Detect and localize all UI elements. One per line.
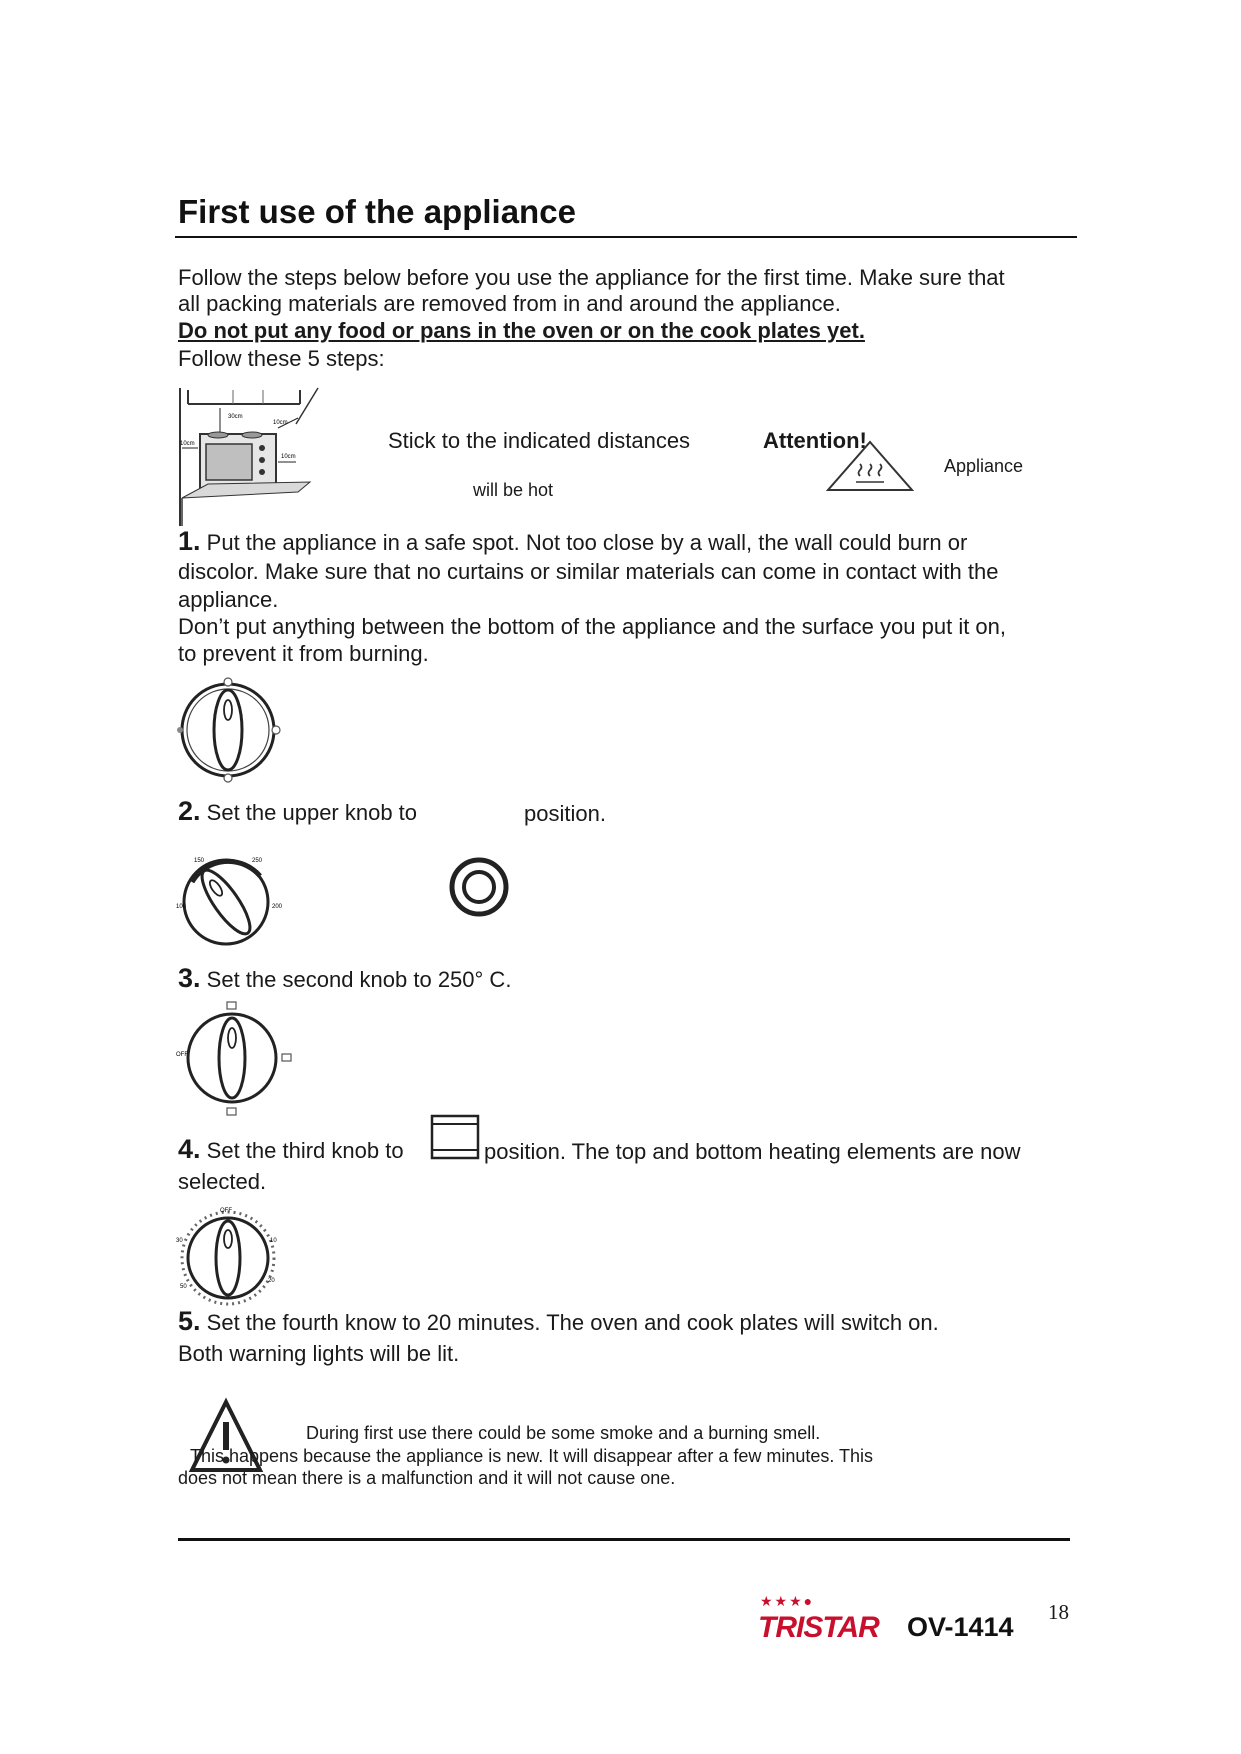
distance-left-label: 10cm — [180, 441, 195, 447]
title-divider — [175, 236, 1077, 238]
step-1-line-4: Don’t put anything between the bottom of the appliance and the surface you put it on, — [178, 614, 1007, 639]
step-3-number: 3. — [178, 963, 201, 993]
top-bottom-heating-icon — [430, 1114, 482, 1162]
footer-divider — [178, 1538, 1070, 1541]
step-2-number: 2. — [178, 796, 201, 826]
distance-right-label: 10cm — [281, 454, 296, 460]
step-5-text: Set the fourth know to 20 minutes. The oven and cook plates will switch on. — [206, 1310, 939, 1335]
step-3-text: Set the second knob to 250° C. — [206, 967, 512, 992]
step-4-line-2: selected. — [178, 1169, 267, 1194]
page-number: 18 — [1048, 1600, 1069, 1624]
step-4-text-b: position. The top and bottom heating elements are now — [484, 1139, 1021, 1164]
cook-plate-ring-icon — [446, 854, 512, 920]
knob-4-off-label: OFF — [220, 1208, 232, 1214]
step-1-number: 1. — [178, 526, 201, 556]
step-5-number: 5. — [178, 1306, 201, 1336]
hot-surface-warning-icon — [826, 440, 914, 492]
knob-3-icon — [176, 1000, 296, 1116]
knob-2-label-150: 150 — [194, 858, 205, 864]
intro-warning: Do not put any food or pans in the oven or on the cook plates yet. — [178, 318, 865, 343]
step-1-line-2: discolor. Make sure that no curtains or similar materials can come in contact with the — [178, 559, 999, 584]
step-5-line-2: Both warning lights will be lit. — [178, 1341, 460, 1366]
knob-2-label-100: 100 — [176, 904, 187, 910]
knob-1-icon — [176, 678, 282, 782]
step-1-line-5: to prevent it from burning. — [178, 641, 429, 666]
step-5-line-1 — [178, 1308, 939, 1336]
distance-top-label: 30cm — [228, 414, 243, 420]
step-4-text-a: Set the third knob to — [206, 1138, 404, 1163]
distances-caption: Stick to the indicated distances — [388, 428, 691, 453]
step-2-text-b: position. — [524, 801, 606, 826]
step-4-number: 4. — [178, 1134, 201, 1164]
distance-right-top-label: 10cm — [273, 420, 288, 426]
will-be-hot-label: will be hot — [473, 480, 554, 500]
brand-stars: ★★★● — [760, 1593, 815, 1609]
page-title: First use of the appliance — [178, 193, 576, 230]
step-4-line — [178, 1136, 404, 1164]
intro-follow: Follow these 5 steps: — [178, 346, 385, 371]
step-2-text-a: Set the upper knob to — [206, 800, 418, 825]
knob-4-timer-icon — [176, 1206, 280, 1308]
model-number: OV-1414 — [907, 1612, 1014, 1642]
brand-logo: TRISTAR — [758, 1611, 879, 1644]
oven-distance-diagram — [178, 388, 310, 528]
step-2-line — [178, 798, 417, 826]
intro-line-2: all packing materials are removed from in and around the appliance. — [178, 291, 841, 316]
knob-3-off-label: OFF — [176, 1052, 188, 1058]
step-3-line — [178, 965, 511, 993]
knob-4-label-10: 10 — [270, 1238, 277, 1244]
appliance-label: Appliance — [944, 456, 1024, 476]
attention-label: Attention! — [763, 428, 867, 453]
step-1-text: Put the appliance in a safe spot. Not too close by a wall, the wall could burn or — [206, 530, 968, 555]
note-line-2: This happens because the appliance is new. It will disappear after a few minutes. This — [190, 1446, 874, 1466]
knob-2-icon — [176, 852, 286, 948]
knob-2-label-250: 250 — [252, 858, 263, 864]
note-line-3: does not mean there is a malfunction and it will not cause one. — [178, 1468, 676, 1488]
knob-4-label-50: 50 — [180, 1284, 187, 1290]
intro-line-1: Follow the steps below before you use the appliance for the first time. Make sure that — [178, 265, 1005, 290]
knob-4-label-20: 20 — [268, 1278, 275, 1284]
step-1-line-3: appliance. — [178, 587, 279, 612]
knob-2-label-200: 200 — [272, 904, 283, 910]
step-1-line-1 — [178, 528, 967, 556]
knob-4-label-30: 30 — [176, 1238, 183, 1244]
note-line-1: During first use there could be some smoke and a burning smell. — [306, 1423, 821, 1443]
